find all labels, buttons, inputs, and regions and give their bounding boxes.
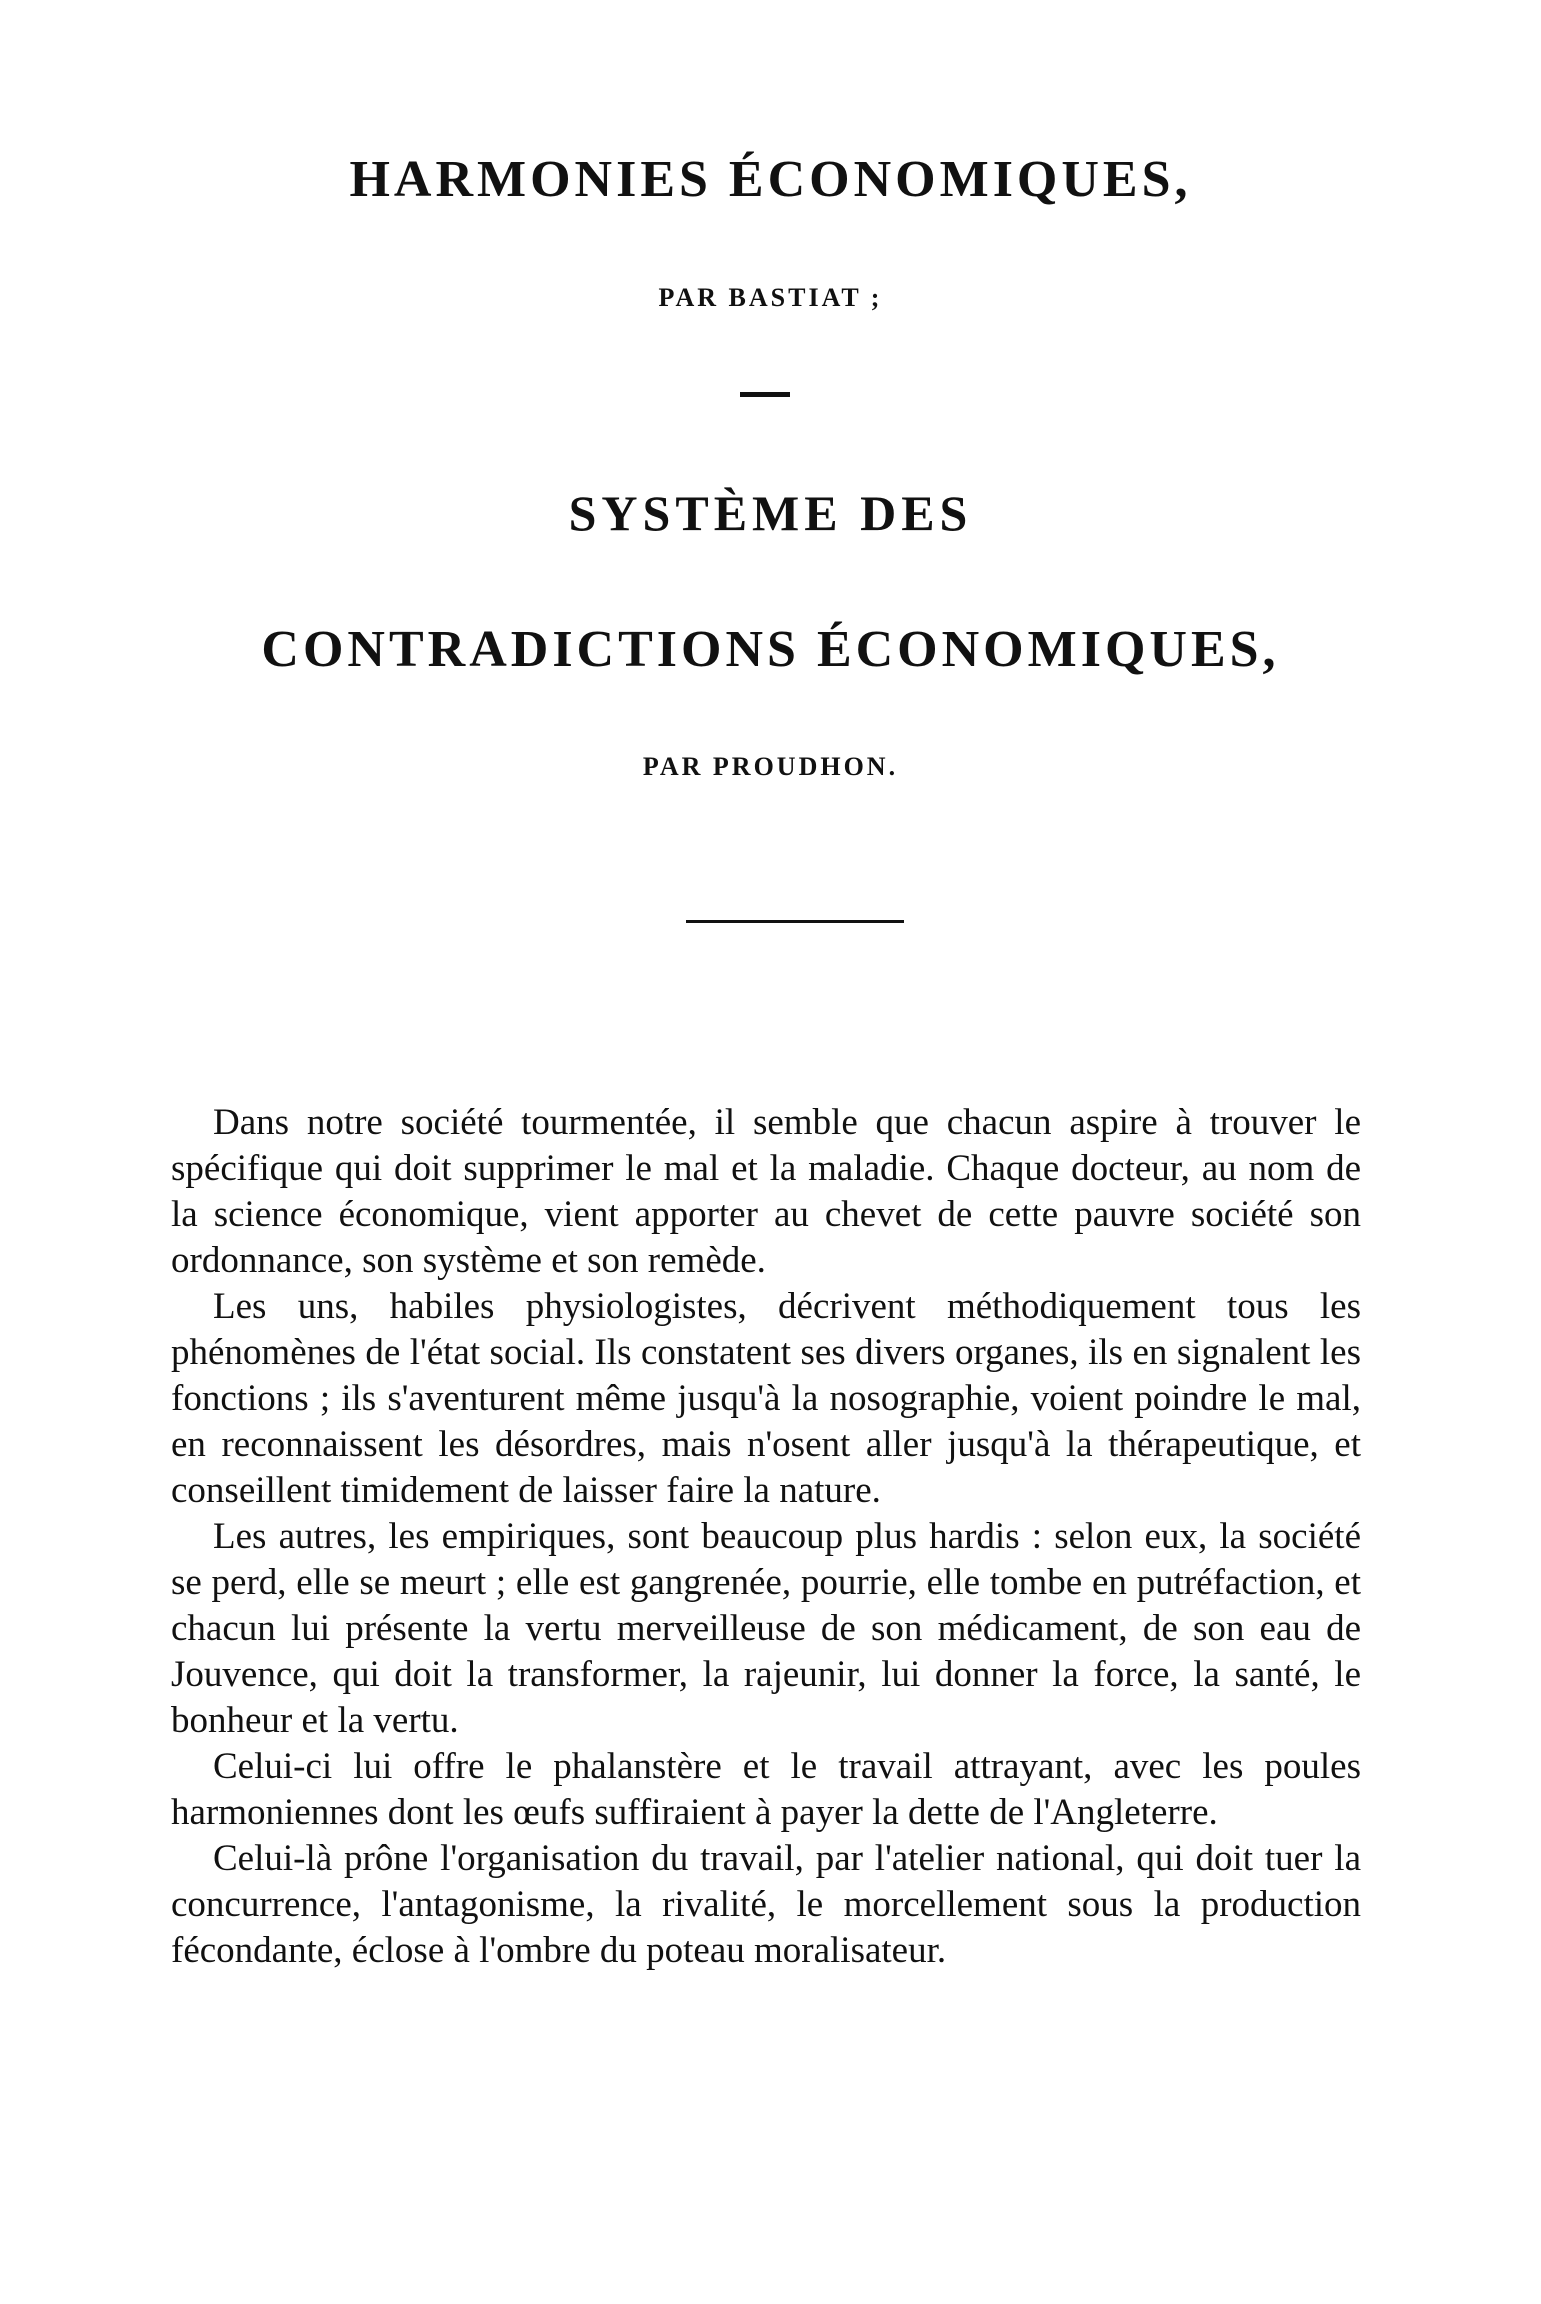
author-proudhon: PAR PROUDHON.	[642, 752, 899, 781]
separator-dash	[740, 392, 790, 397]
paragraph-1: Dans notre société tourmentée, il semble que chacun aspire à trouver le spécifique qui doit supprimer le mal et la maladie. Chaque docteur, au nom de la science économique, vient apporter au chevet de cette pauvre société son ordonnance, son système et son remède.	[171, 1102, 1361, 1281]
body-text	[171, 1100, 1361, 1974]
paragraph-2: Les uns, habiles physiologistes, décrivent méthodiquement tous les phénomènes de l'état social. Ils constatent ses divers organes, ils en signalent les fonctions ; ils s'aventurent même jusqu'à la nosographie, voient poindre le mal, en reconnaissent les désordres, mais n'osent aller jusqu'à la thérapeutique, et conseillent timidement de laisser faire la nature.	[171, 1286, 1361, 1511]
paragraph-3: Les autres, les empiriques, sont beaucoup plus hardis : selon eux, la société se perd, elle se meurt ; elle est gangrenée, pourrie, elle tombe en putréfaction, et chacun lui présente la vertu merveilleuse de son médicament, de son eau de Jouvence, qui doit la transformer, la rajeunir, lui donner la force, la santé, le bonheur et la vertu.	[171, 1516, 1361, 1741]
title-systeme-des: SYSTÈME DES	[568, 485, 973, 541]
author-bastiat: PAR BASTIAT ;	[658, 283, 883, 312]
horizontal-rule	[686, 920, 904, 923]
title-harmonies-economiques: HARMONIES ÉCONOMIQUES,	[349, 151, 1192, 208]
paragraph-5: Celui-là prône l'organisation du travail, par l'atelier national, qui doit tuer la concurrence, l'antagonisme, la rivalité, le morcellement sous la production fécondante, éclose à l'ombre du poteau moralisateur.	[171, 1838, 1361, 1971]
title-contradictions-economiques: CONTRADICTIONS ÉCONOMIQUES,	[261, 621, 1280, 678]
paragraph-4: Celui-ci lui offre le phalanstère et le travail attrayant, avec les poules harmoniennes dont les œufs suffiraient à payer la dette de l'Angleterre.	[171, 1746, 1361, 1833]
